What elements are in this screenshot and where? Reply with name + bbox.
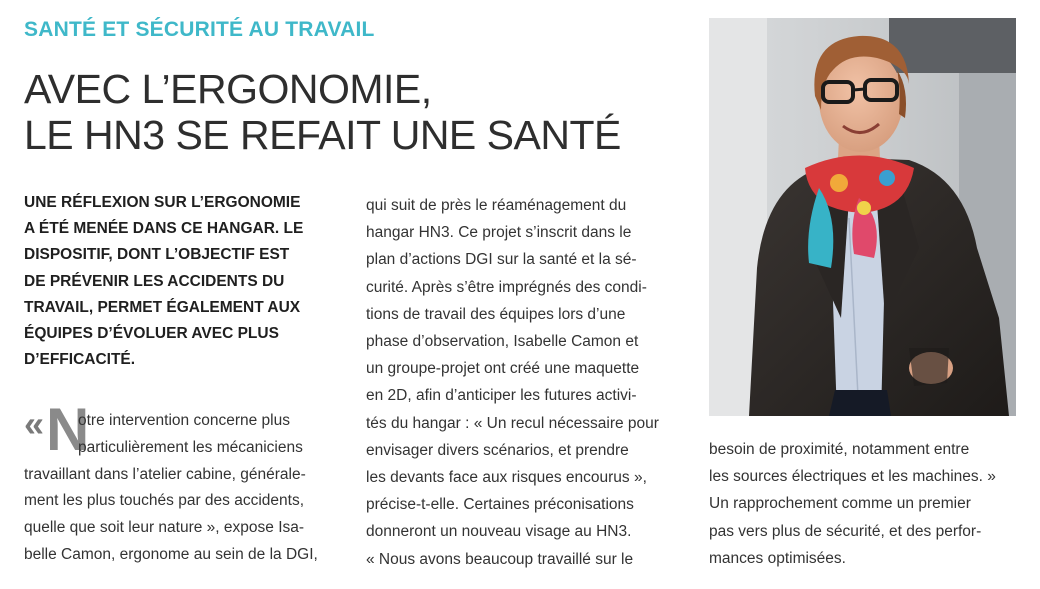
body-line: quelle que soit leur nature », expose Isa- (24, 519, 305, 537)
body-line: particulièrement les mécaniciens (78, 438, 303, 456)
headline-line-1: AVEC L’ERGONOMIE, (24, 66, 432, 112)
body-line: curité. Après s’être imprégnés des condi- (366, 278, 647, 296)
body-line: tions de travail des équipes lors d’une (366, 305, 626, 323)
lede-line: DISPOSITIF, DONT L’OBJECTIF EST (24, 246, 290, 264)
body-line: précise-t-elle. Certaines préconisations (366, 496, 634, 514)
lede-line: A ÉTÉ MENÉE DANS CE HANGAR. LE (24, 220, 304, 238)
body-column-1 (24, 408, 344, 569)
body-line: donneront un nouveau visage au HN3. (366, 523, 632, 541)
body-line: tés du hangar : « Un recul nécessaire pour (366, 414, 659, 432)
headline-line-2: LE HN3 SE REFAIT UNE SANTÉ (24, 112, 621, 158)
body-line: envisager divers scénarios, et prendre (366, 441, 629, 459)
body-line: qui suit de près le réaménagement du (366, 197, 627, 214)
lede-line: D’EFFICACITÉ. (24, 351, 136, 369)
body-line: mances optimisées. (709, 549, 846, 567)
portrait-illustration (709, 18, 1016, 416)
body-line: les devants face aux risques encourus », (366, 469, 647, 487)
body-line: otre intervention concerne plus (78, 412, 290, 429)
body-line: en 2D, afin d’anticiper les futures activi- (366, 387, 637, 405)
lede-line: DE PRÉVENIR LES ACCIDENTS DU (24, 272, 285, 290)
article-lede (24, 190, 344, 373)
body-column-3 (709, 436, 1029, 572)
lede-line: UNE RÉFLEXION SUR L’ERGONOMIE (24, 194, 301, 211)
section-kicker: SANTÉ ET SÉCURITÉ AU TRAVAIL (24, 18, 375, 41)
body-line: les sources électriques et les machines. » (709, 468, 996, 486)
body-line: belle Camon, ergonome au sein de la DGI, (24, 545, 318, 563)
body-line: Un rapprochement comme un premier (709, 495, 971, 513)
body-line: plan d’actions DGI sur la santé et la sé- (366, 251, 637, 269)
article-headline (24, 66, 621, 158)
dropcap-letter: N (46, 396, 90, 463)
body-line: « Nous avons beaucoup travaillé sur le (366, 550, 634, 568)
body-line: ment les plus touchés par des accidents, (24, 492, 305, 510)
body-line: phase d’observation, Isabelle Camon et (366, 333, 639, 351)
lede-line: ÉQUIPES D’ÉVOLUER AVEC PLUS (24, 325, 279, 343)
body-line: travaillant dans l’atelier cabine, générale- (24, 465, 306, 483)
lede-line: TRAVAIL, PERMET ÉGALEMENT AUX (24, 298, 301, 316)
body-line: besoin de proximité, notamment entre (709, 441, 970, 458)
portrait-photo (709, 18, 1016, 416)
opening-quote-mark: « (24, 403, 45, 444)
body-line: hangar HN3. Ce projet s’inscrit dans le (366, 224, 632, 242)
body-line: un groupe-projet ont créé une maquette (366, 360, 640, 378)
body-column-2 (366, 192, 686, 573)
body-line: pas vers plus de sécurité, et des perfor- (709, 522, 982, 540)
